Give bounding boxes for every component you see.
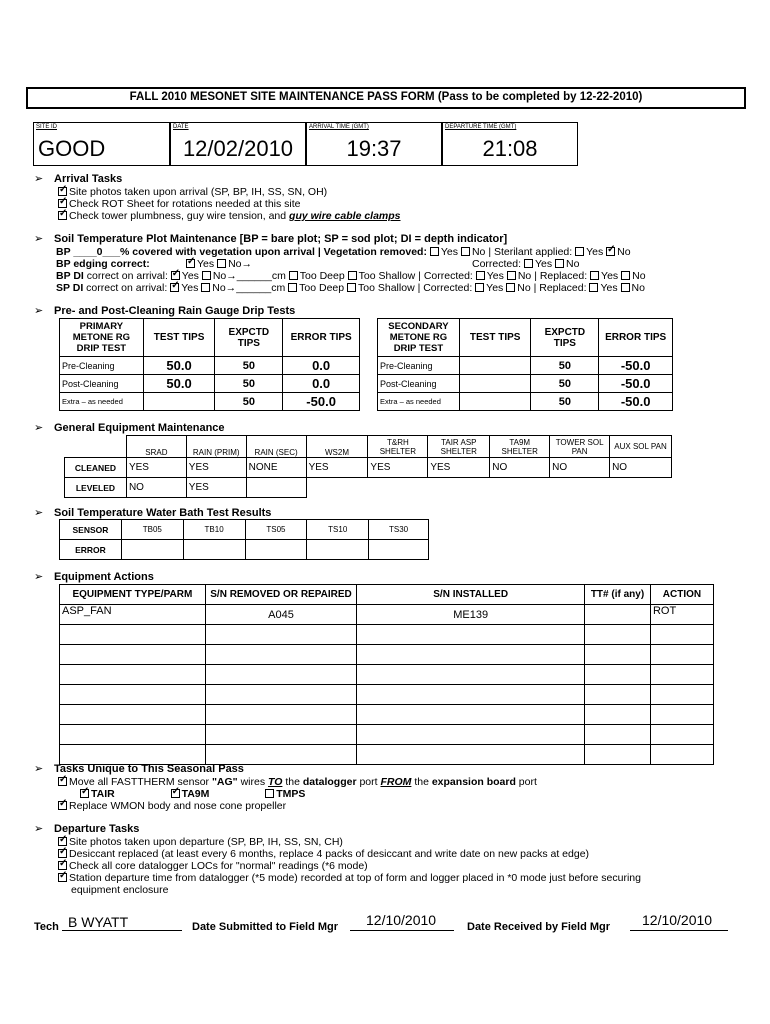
waterbath-table: SENSOR TB05 TB10 TS05 TS10 TS30 ERROR — [59, 519, 429, 560]
received-field[interactable] — [630, 930, 728, 931]
bullet-arrow-icon: ➢ — [34, 507, 44, 519]
departure-item-cont: equipment enclosure — [71, 884, 169, 896]
arrival-time-value: 19:37 — [346, 136, 402, 161]
departure-section — [34, 822, 139, 835]
secondary-drip-table — [377, 318, 673, 411]
general-section — [34, 421, 225, 434]
checkbox-icon[interactable] — [590, 271, 599, 280]
site-id-value: GOOD — [38, 136, 106, 161]
checkbox-checked-icon[interactable] — [58, 837, 67, 846]
arrival-time-box[interactable] — [306, 122, 442, 166]
bp-edging-line: BP edging correct: — [56, 258, 150, 270]
table-row — [60, 705, 714, 725]
checkbox-checked-icon[interactable] — [171, 271, 180, 280]
table-row — [60, 665, 714, 685]
primary-drip-table — [59, 318, 360, 411]
site-id-box[interactable] — [33, 122, 170, 166]
soil-plot-section — [34, 232, 507, 245]
checkbox-checked-icon[interactable] — [58, 849, 67, 858]
departure-item[interactable]: ✓Site photos taken upon departure (SP, BP, IH, SS, SN, CH) — [58, 836, 343, 848]
departure-heading: Departure Tasks — [54, 823, 140, 835]
table-row: LEVELED NO YES — [65, 478, 672, 498]
arrival-heading: Arrival Tasks — [54, 173, 123, 185]
submitted-value: 12/10/2010 — [366, 912, 437, 928]
checkbox-checked-icon[interactable] — [606, 247, 615, 256]
arrival-item[interactable]: ✓Site photos taken upon arrival (SP, BP, IH, SS, SN, OH) — [58, 186, 327, 198]
col-header: TS05 — [245, 520, 307, 540]
col-header: TEST TIPS — [143, 319, 215, 357]
bp-coverage-line: BP ____0___% covered with vegetation upon arrival | Vegetation removed: Yes No | Sterilant applied: Yes ✓ No — [56, 246, 631, 258]
checkbox-icon[interactable] — [506, 283, 515, 292]
col-header: T&RH SHELTER — [368, 436, 428, 458]
site-id-label: SITE ID — [36, 124, 58, 130]
col-header: TEST TIPS — [459, 319, 531, 357]
checkbox-icon[interactable] — [575, 247, 584, 256]
col-header: S/N INSTALLED — [357, 585, 585, 605]
date-box[interactable] — [170, 122, 306, 166]
col-header: EQUIPMENT TYPE/PARM — [60, 585, 206, 605]
col-header: EXPCTD TIPS — [531, 319, 599, 357]
checkbox-checked-icon[interactable] — [170, 283, 179, 292]
tech-value: B WYATT — [68, 914, 129, 930]
col-header: TOWER SOL PAN — [550, 436, 610, 458]
checkbox-checked-icon[interactable] — [58, 801, 67, 810]
col-header: RAIN (PRIM) — [186, 436, 246, 458]
checkbox-icon[interactable] — [589, 283, 598, 292]
checkbox-checked-icon[interactable] — [80, 789, 89, 798]
date-value: 12/02/2010 — [182, 136, 294, 161]
table-row: Pre-Cleaning 50 -50.0 — [378, 357, 673, 375]
seasonal-item-move[interactable]: ✓Move all FASTTHERM sensor "AG" wires TO the datalogger port FROM the expansion board port — [58, 776, 537, 788]
seasonal-item-replace[interactable]: ✓Replace WMON body and nose cone propeller — [58, 800, 286, 812]
checkbox-icon[interactable] — [430, 247, 439, 256]
secondary-drip-title: SECONDARY METONE RG DRIP TEST — [378, 319, 460, 357]
checkbox-icon[interactable] — [621, 271, 630, 280]
general-heading: General Equipment Maintenance — [54, 422, 225, 434]
checkbox-icon[interactable] — [621, 283, 630, 292]
bp-di-line: BP DI correct on arrival: ✓ Yes No→______cm Too Deep Too Shallow | Corrected: Yes No | Replaced: Yes No — [56, 270, 646, 282]
form-title: FALL 2010 MESONET SITE MAINTENANCE PASS FORM (Pass to be completed by 12-22-2010) — [26, 87, 746, 109]
checkbox-icon[interactable] — [217, 259, 226, 268]
col-header: TS10 — [307, 520, 369, 540]
checkbox-checked-icon[interactable] — [58, 873, 67, 882]
col-header: SRAD — [126, 436, 186, 458]
col-header: ERROR TIPS — [599, 319, 673, 357]
checkbox-icon[interactable] — [289, 271, 298, 280]
col-header: ACTION — [650, 585, 713, 605]
arrival-item[interactable]: ✓Check ROT Sheet for rotations needed at this site — [58, 198, 301, 210]
waterbath-heading: Soil Temperature Water Bath Test Results — [54, 507, 272, 519]
drip-heading: Pre- and Post-Cleaning Rain Gauge Drip Tests — [54, 305, 296, 317]
checkbox-icon[interactable] — [288, 283, 297, 292]
departure-item[interactable]: ✓Check all core datalogger LOCs for "normal" readings (*6 mode) — [58, 860, 368, 872]
actions-heading: Equipment Actions — [54, 571, 154, 583]
arrival-time-label: ARRIVAL TIME (GMT) — [309, 124, 369, 130]
checkbox-icon[interactable] — [475, 283, 484, 292]
received-label: Date Received by Field Mgr — [467, 921, 611, 933]
departure-item[interactable]: ✓Station departure time from datalogger (*5 mode) recorded at top of form and logger placed in *0 mode just before securing — [58, 872, 641, 884]
bullet-arrow-icon: ➢ — [34, 763, 44, 775]
departure-time-box[interactable] — [442, 122, 578, 166]
bullet-arrow-icon: ➢ — [34, 422, 44, 434]
table-row — [60, 645, 714, 665]
col-header: TS30 — [369, 520, 429, 540]
col-header: TAIR ASP SHELTER — [428, 436, 490, 458]
checkbox-icon[interactable] — [348, 271, 357, 280]
departure-time-label: DEPARTURE TIME (GMT) — [445, 124, 517, 130]
tech-label: Tech — [34, 921, 59, 933]
checkbox-icon[interactable] — [347, 283, 356, 292]
checkbox-icon[interactable] — [507, 271, 516, 280]
table-row: CLEANED YES YES NONE YES YES YES NO NO NO — [65, 458, 672, 478]
general-table — [64, 435, 672, 498]
col-header: AUX SOL PAN — [610, 436, 672, 458]
checkbox-checked-icon[interactable] — [171, 789, 180, 798]
checkbox-icon[interactable] — [202, 271, 211, 280]
date-label: DATE — [173, 124, 189, 130]
checkbox-checked-icon[interactable] — [58, 861, 67, 870]
bullet-arrow-icon: ➢ — [34, 305, 44, 317]
arrival-section — [34, 172, 122, 185]
checkbox-icon[interactable] — [524, 259, 533, 268]
departure-item[interactable]: ✓Desiccant replaced (at least every 6 months, replace 4 packs of desiccant and write date on new packs at edge) — [58, 848, 589, 860]
table-row — [60, 685, 714, 705]
table-row: ERROR — [60, 540, 429, 560]
col-header: RAIN (SEC) — [246, 436, 306, 458]
seasonal-options: ✓TAIR ✓ TA9M TMPS — [80, 788, 305, 800]
table-row — [60, 625, 714, 645]
drip-section — [34, 304, 295, 317]
col-header: ERROR TIPS — [283, 319, 360, 357]
col-header: EXPCTD TIPS — [215, 319, 283, 357]
col-header: TB05 — [121, 520, 183, 540]
bullet-arrow-icon: ➢ — [34, 173, 44, 185]
col-header: TT# (if any) — [585, 585, 651, 605]
bullet-arrow-icon: ➢ — [34, 233, 44, 245]
bp-edging-corrected: Corrected: Yes No — [472, 258, 580, 270]
col-header: TA9M SHELTER — [490, 436, 550, 458]
col-header: S/N REMOVED OR REPAIRED — [205, 585, 357, 605]
checkbox-icon[interactable] — [201, 283, 210, 292]
table-row: ASP_FAN A045 ME139 ROT — [60, 605, 714, 625]
checkbox-checked-icon[interactable] — [58, 187, 67, 196]
actions-table — [59, 584, 714, 765]
bullet-arrow-icon: ➢ — [34, 571, 44, 583]
seasonal-heading: Tasks Unique to This Seasonal Pass — [54, 763, 244, 775]
table-row: Extra – as needed 50 -50.0 — [378, 393, 673, 411]
table-row: Post-Cleaning 50.0 50 0.0 — [60, 375, 360, 393]
soil-plot-heading: Soil Temperature Plot Maintenance [BP = bare plot; SP = sod plot; DI = depth indicator] — [54, 233, 508, 245]
bp-edging-options: ✓ Yes No→ — [186, 258, 252, 270]
departure-time-value: 21:08 — [482, 136, 538, 161]
primary-drip-title: PRIMARY METONE RG DRIP TEST — [60, 319, 144, 357]
tech-field[interactable] — [62, 930, 182, 931]
checkbox-checked-icon[interactable] — [58, 211, 67, 220]
table-row: Pre-Cleaning 50.0 50 0.0 — [60, 357, 360, 375]
col-header: WS2M — [306, 436, 368, 458]
col-header: TB10 — [183, 520, 245, 540]
waterbath-section — [34, 506, 271, 519]
received-value: 12/10/2010 — [642, 912, 713, 928]
actions-section — [34, 570, 154, 583]
checkbox-checked-icon[interactable] — [58, 777, 67, 786]
submitted-field[interactable] — [350, 930, 454, 931]
checkbox-icon[interactable] — [476, 271, 485, 280]
table-row: Post-Cleaning 50 -50.0 — [378, 375, 673, 393]
table-row — [60, 725, 714, 745]
checkbox-checked-icon[interactable] — [186, 259, 195, 268]
checkbox-icon[interactable] — [555, 259, 564, 268]
submitted-label: Date Submitted to Field Mgr — [192, 921, 339, 933]
checkbox-icon[interactable] — [461, 247, 470, 256]
arrival-item[interactable]: ✓Check tower plumbness, guy wire tension, and guy wire cable clamps — [58, 210, 401, 222]
table-row: Extra – as needed 50 -50.0 — [60, 393, 360, 411]
bullet-arrow-icon: ➢ — [34, 823, 44, 835]
checkbox-checked-icon[interactable] — [58, 199, 67, 208]
sp-di-line: SP DI correct on arrival: ✓ Yes No→______cm Too Deep Too Shallow | Corrected: Yes No | Replaced: Yes No — [56, 282, 645, 294]
checkbox-icon[interactable] — [265, 789, 274, 798]
